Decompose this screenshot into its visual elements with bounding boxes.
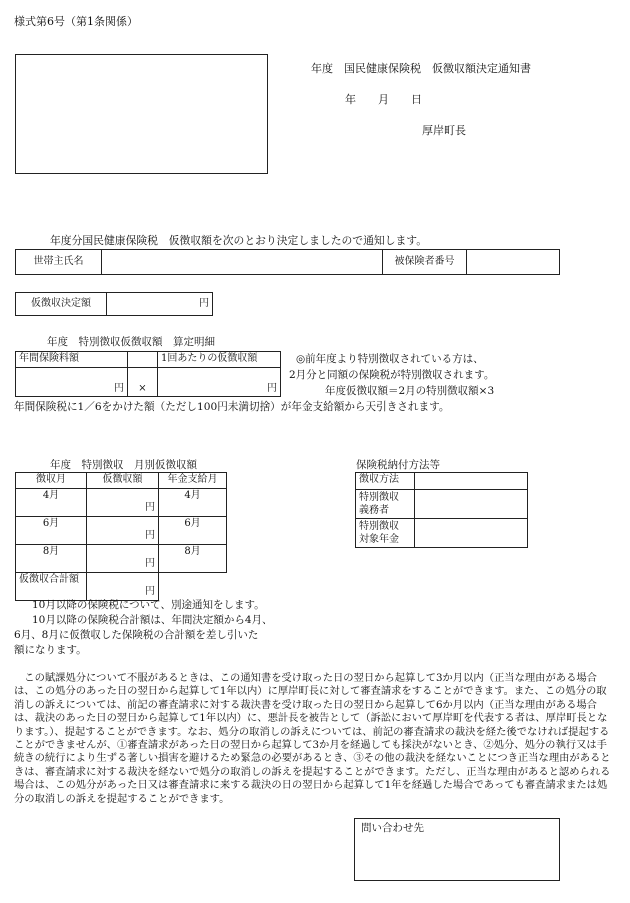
date-label: 年 月 日: [345, 93, 422, 106]
address-box: [15, 54, 268, 174]
table-row: [16, 544, 227, 572]
calc-col-blank: [128, 352, 158, 368]
monthly-row-month: 8月: [16, 544, 87, 572]
method-table: [355, 472, 528, 548]
decision-unit: 円: [107, 293, 213, 316]
method-obligor-value: [415, 490, 528, 519]
household-head-value: [102, 250, 383, 275]
calc-annual-unit: 円: [16, 368, 128, 397]
method-label: 徴収方法: [356, 473, 415, 490]
monthly-header-pension: 年金支給月: [159, 473, 227, 489]
inquiry-label: 問い合わせ先: [361, 822, 424, 834]
monthly-header-amount: 仮徴収額: [87, 473, 159, 489]
method-pension-label: 特別徴収 対象年金: [356, 519, 415, 548]
method-value: [415, 473, 528, 490]
notice-line-4: 額になります。: [14, 644, 87, 656]
calc-times: ×: [128, 368, 158, 397]
monthly-row-unit: 円: [87, 516, 159, 544]
calc-per-time-unit: 円: [158, 368, 281, 397]
household-head-label: 世帯主氏名: [16, 250, 102, 275]
appeal-paragraph: この賦課処分について不服があるときは、この通知書を受け取った日の翌日から起算して3か月以内（正当な理由がある場合は、この処分のあった日の翌日から起算して1年以内）に厚岸町長に対して審査請求をすることができます。また、この処分の取消しの訴えについては、前記の審査請求に対する裁決書を受け取った日の翌日から起算して6か月以内（正当な理由がある場合は、裁決のあった日の翌日から起算して1年以内）に、悪計長を被告として（訴訟において厚岸町を代表する者は、厚岸町長となります。）、提起することができます。なお、処分の取消しの訴えについては、前記の審査請求の裁決を経た後でなければ提起することができませんが、①審査請求があった日の翌日から起算して3か月を経過しても採決がないとき、②処分、処分の執行又は手続きの続行により生ずる著しい損害を避けるため緊急の必要があるとき、③その他の裁決を経ないことにつき正当な理由があるときは、審査請求に対する裁決を経ないで処分の取消しの訴えを提起することができます。ただし、正当な理由があると認められる場合は、この処分があった日又は審査請求に来する裁決の日の翌日から起算して1年を経過した場合であっても審査請求または処分の取消しの訴えを提起することができます。: [14, 672, 611, 805]
monthly-total-label: 仮徴収合計額: [16, 572, 87, 600]
monthly-row-month: 4月: [16, 488, 87, 516]
monthly-title: 年度 特別徴収 月別仮徴収額: [50, 459, 197, 471]
calc-note-3: 年度仮徴収額＝2月の特別徴収額×3: [325, 385, 495, 397]
monthly-row-month: 6月: [16, 516, 87, 544]
method-obligor-label: 特別徴収 義務者: [356, 490, 415, 519]
calc-title: 年度 特別徴収仮徴収額 算定明細: [47, 336, 215, 348]
insured-number-label: 被保険者番号: [383, 250, 467, 275]
calc-col-per-time: 1回あたりの仮徴収額: [158, 352, 281, 368]
decision-label: 仮徴収決定額: [16, 293, 107, 316]
monthly-table: [15, 472, 227, 601]
monthly-total-unit: 円: [87, 572, 159, 600]
monthly-row-pension: 6月: [159, 516, 227, 544]
calc-note-1: ◎前年度より特別徴収されている方は、: [296, 353, 484, 365]
method-pension-value: [415, 519, 528, 548]
monthly-row-unit: 円: [87, 488, 159, 516]
monthly-row-unit: 円: [87, 544, 159, 572]
table-row: [16, 516, 227, 544]
monthly-row-pension: 4月: [159, 488, 227, 516]
decision-table: [15, 292, 213, 316]
method-title: 保険税納付方法等: [356, 459, 440, 471]
monthly-header-month: 徴収月: [16, 473, 87, 489]
inquiry-box: [354, 818, 560, 881]
document-title: 年度 国民健康保険税 仮徴収額決定通知書: [311, 62, 531, 75]
notice-line-2: 10月以降の保険税合計額は、年間決定額から4月、: [32, 614, 273, 626]
table-row: [16, 488, 227, 516]
household-table: [15, 249, 560, 275]
notice-line-1: 10月以降の保険税について、別途通知をします。: [32, 599, 265, 611]
calc-table: [15, 351, 281, 397]
insured-number-value: [467, 250, 560, 275]
form-id: 様式第6号（第1条関係）: [14, 15, 138, 28]
issuer: 厚岸町長: [422, 124, 466, 137]
notice-line-3: 6月、8月に仮徴収した保険税の合計額を差し引いた: [14, 629, 259, 641]
calc-note-4: 年間保険税に1／6をかけた額（ただし100円未満切捨）が年金支給額から天引きされます。: [14, 401, 450, 413]
intro-text: 年度分国民健康保険税 仮徴収額を次のとおり決定しましたので通知します。: [50, 234, 428, 247]
calc-note-2: 2月分と同額の保険税が特別徴収されます。: [289, 369, 495, 381]
calc-col-annual: 年間保険料額: [16, 352, 128, 368]
monthly-row-pension: 8月: [159, 544, 227, 572]
